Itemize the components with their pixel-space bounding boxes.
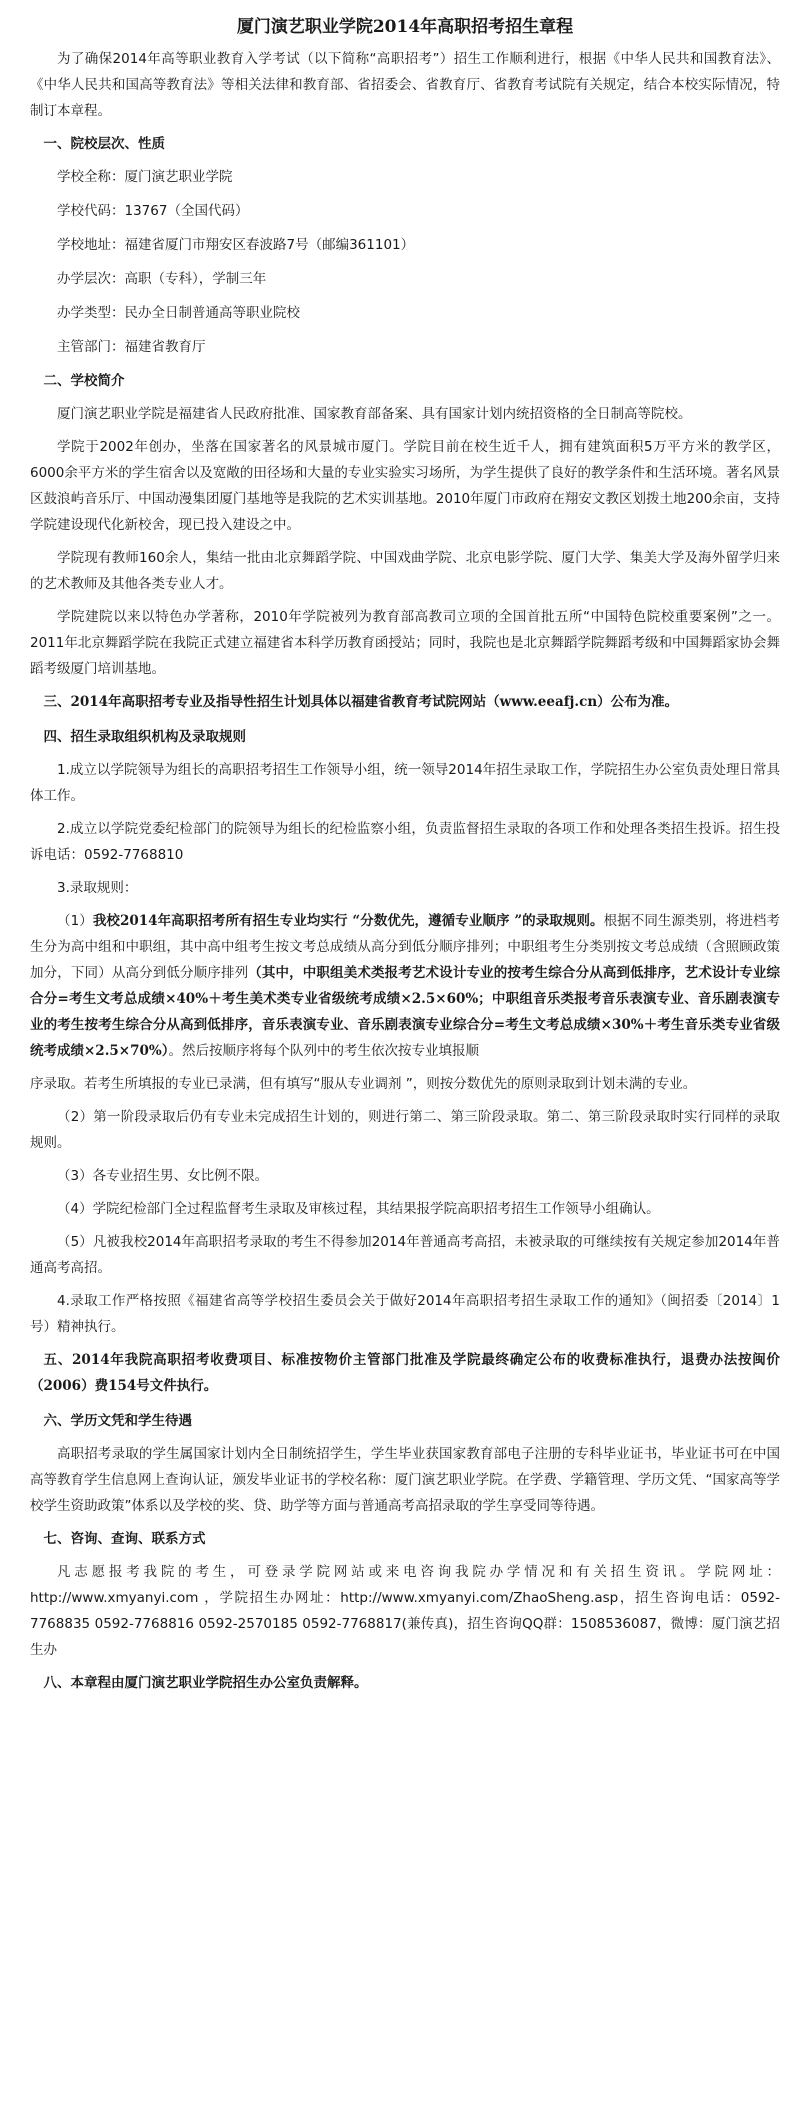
section-4-heading: 四、招生录取组织机构及录取规则 — [43, 729, 246, 745]
list-item: 3.录取规则： — [57, 880, 138, 896]
rule-item: （4）学院纪检部门全过程监督考生录取及审核过程，其结果报学院高职招考招生工作领导小组确认。 — [57, 1201, 660, 1217]
rule-1-formula: （其中，中职组美术类报考艺术设计专业的按考生综合分从高到低排序，艺术设计专业综合分=考生文考总成绩×40%＋考生美术类专业省级统考成绩×2.5×60%；中职组音乐类报考音乐表演专业、音乐剧表演专业的考生按考生综合分从高到低排序，音乐表演专业、音乐剧表演专业综合分=考生文考总成绩×30%＋考生音乐类专业省级统考成绩×2.5×70%） — [30, 965, 781, 1059]
contact-paragraph: 凡志愿报考我院的考生，可登录学院网站或来电咨询我院办学情况和有关招生资讯。学院网址：http://www.xmyanyi.com ，学院招生办网址：http://www.xmyanyi.com/ZhaoSheng.asp，招生咨询电话：0592-7768835 0592-7768816 0592-2570185 0592-7768817(兼传真)，招生咨询QQ群：1508536087，微博：厦门演艺招生办 — [30, 1564, 780, 1658]
rule-item: （5）凡被我校2014年高职招考录取的考生不得参加2014年普通高考高招，未被录取的可继续按有关规定参加2014年普通高考高招。 — [30, 1234, 780, 1276]
body-paragraph: 学院建院以来以特色办学著称，2010年学院被列为教育部高教司立项的全国首批五所“中国特色院校重要案例”之一。2011年北京舞蹈学院在我院正式建立福建省本科学历教育函授站；同时，我院也是北京舞蹈学院舞蹈考级和中国舞蹈家协会舞蹈考级厦门培训基地。 — [30, 609, 780, 677]
intro-paragraph: 为了确保2014年高等职业教育入学考试（以下简称“高职招考”）招生工作顺利进行，根据《中华人民共和国教育法》、《中华人民共和国高等教育法》等相关法律和教育部、省招委会、省教育厅、省教育考试院有关规定，结合本校实际情况，特制订本章程。 — [30, 51, 780, 119]
rule-1-emphasis: 我校2014年高职招考所有招生专业均实行 “分数优先，遵循专业顺序 ”的录取规则。 — [92, 913, 604, 929]
rule-1-number: （1） — [57, 913, 93, 929]
section-6-heading: 六、学历文凭和学生待遇 — [43, 1413, 192, 1429]
info-line: 学校代码：13767（全国代码） — [57, 203, 249, 219]
rule-item: （2）第一阶段录取后仍有专业未完成招生计划的，则进行第二、第三阶段录取。第二、第三阶段录取时实行同样的录取规则。 — [30, 1109, 780, 1151]
rule-1-text: 根据不同生源类别，将进档考生分为高中组和中职组，其中高中组考生按文考总成绩从高分到低分顺序排列；中职组考生分类别按文考总成绩（含照顾政策加分，下同）从高分到低分顺序排列 — [30, 913, 780, 981]
body-paragraph: 厦门演艺职业学院是福建省人民政府批准、国家教育部备案、具有国家计划内统招资格的全日制高等院校。 — [57, 406, 692, 422]
list-item: 4.录取工作严格按照《福建省高等学校招生委员会关于做好2014年高职招考招生录取工作的通知》（闽招委〔2014〕1号）精神执行。 — [30, 1293, 780, 1335]
info-line: 学校地址：福建省厦门市翔安区春波路7号（邮编361101） — [57, 237, 415, 253]
document-title: 厦门演艺职业学院2014年高职招考招生章程 — [236, 17, 574, 37]
section-2-heading: 二、学校简介 — [43, 373, 125, 389]
rule-1-tail: 。然后按顺序将每个队列中的考生依次按专业填报顺 — [168, 1043, 479, 1059]
section-8-heading: 八、本章程由厦门演艺职业学院招生办公室负责解释。 — [43, 1675, 368, 1691]
section-1-heading: 一、院校层次、性质 — [43, 136, 165, 152]
body-paragraph: 高职招考录取的学生属国家计划内全日制统招学生，学生毕业获国家教育部电子注册的专科毕业证书，毕业证书可在中国高等教育学生信息网上查询认证，颁发毕业证书的学校名称：厦门演艺职业学院。在学费、学籍管理、学历文凭、“国家高等学校学生资助政策”体系以及学校的奖、贷、助学等方面与普通高考高招录取的学生享受同等待遇。 — [30, 1446, 780, 1514]
info-line: 学校全称：厦门演艺职业学院 — [57, 169, 233, 185]
list-item: 1.成立以学院领导为组长的高职招考招生工作领导小组，统一领导2014年招生录取工作，学院招生办公室负责处理日常具体工作。 — [30, 762, 780, 804]
info-line: 主管部门：福建省教育厅 — [57, 339, 206, 355]
rule-1-paragraph — [30, 908, 780, 1064]
section-5-heading: 五、2014年我院高职招考收费项目、标准按物价主管部门批准及学院最终确定公布的收费标准执行，退费办法按闽价（2006）费154号文件执行。 — [30, 1352, 780, 1394]
info-line: 办学层次：高职（专科），学制三年 — [57, 271, 267, 287]
section-7-heading: 七、咨询、查询、联系方式 — [43, 1531, 206, 1547]
list-item: 2.成立以学院党委纪检部门的院领导为组长的纪检监察小组，负责监督招生录取的各项工作和处理各类招生投诉。招生投诉电话：0592-7768810 — [30, 821, 780, 863]
section-3-heading: 三、2014年高职招考专业及指导性招生计划具体以福建省教育考试院网站（www.eeafj.cn）公布为准。 — [43, 694, 679, 710]
body-paragraph: 学院于2002年创办，坐落在国家著名的风景城市厦门。学院目前在校生近千人，拥有建筑面积5万平方米的教学区，6000余平方米的学生宿舍以及宽敞的田径场和大量的专业实验实习场所，为学生提供了良好的教学条件和生活环境。著名风景区鼓浪屿音乐厅、中国动漫集团厦门基地等是我院的艺术实训基地。2010年厦门市政府在翔安文教区划拨土地200余亩，支持学院建设现代化新校舍，现已投入建设之中。 — [30, 439, 780, 533]
info-line: 办学类型：民办全日制普通高等职业院校 — [57, 305, 300, 321]
body-paragraph: 学院现有教师160余人，集结一批由北京舞蹈学院、中国戏曲学院、北京电影学院、厦门大学、集美大学及海外留学归来的艺术教师及其他各类专业人才。 — [30, 550, 780, 592]
rule-item: （3）各专业招生男、女比例不限。 — [57, 1168, 269, 1184]
rule-1-continued: 序录取。若考生所填报的专业已录满，但有填写“服从专业调剂 ”，则按分数优先的原则录取到计划未满的专业。 — [30, 1076, 697, 1092]
